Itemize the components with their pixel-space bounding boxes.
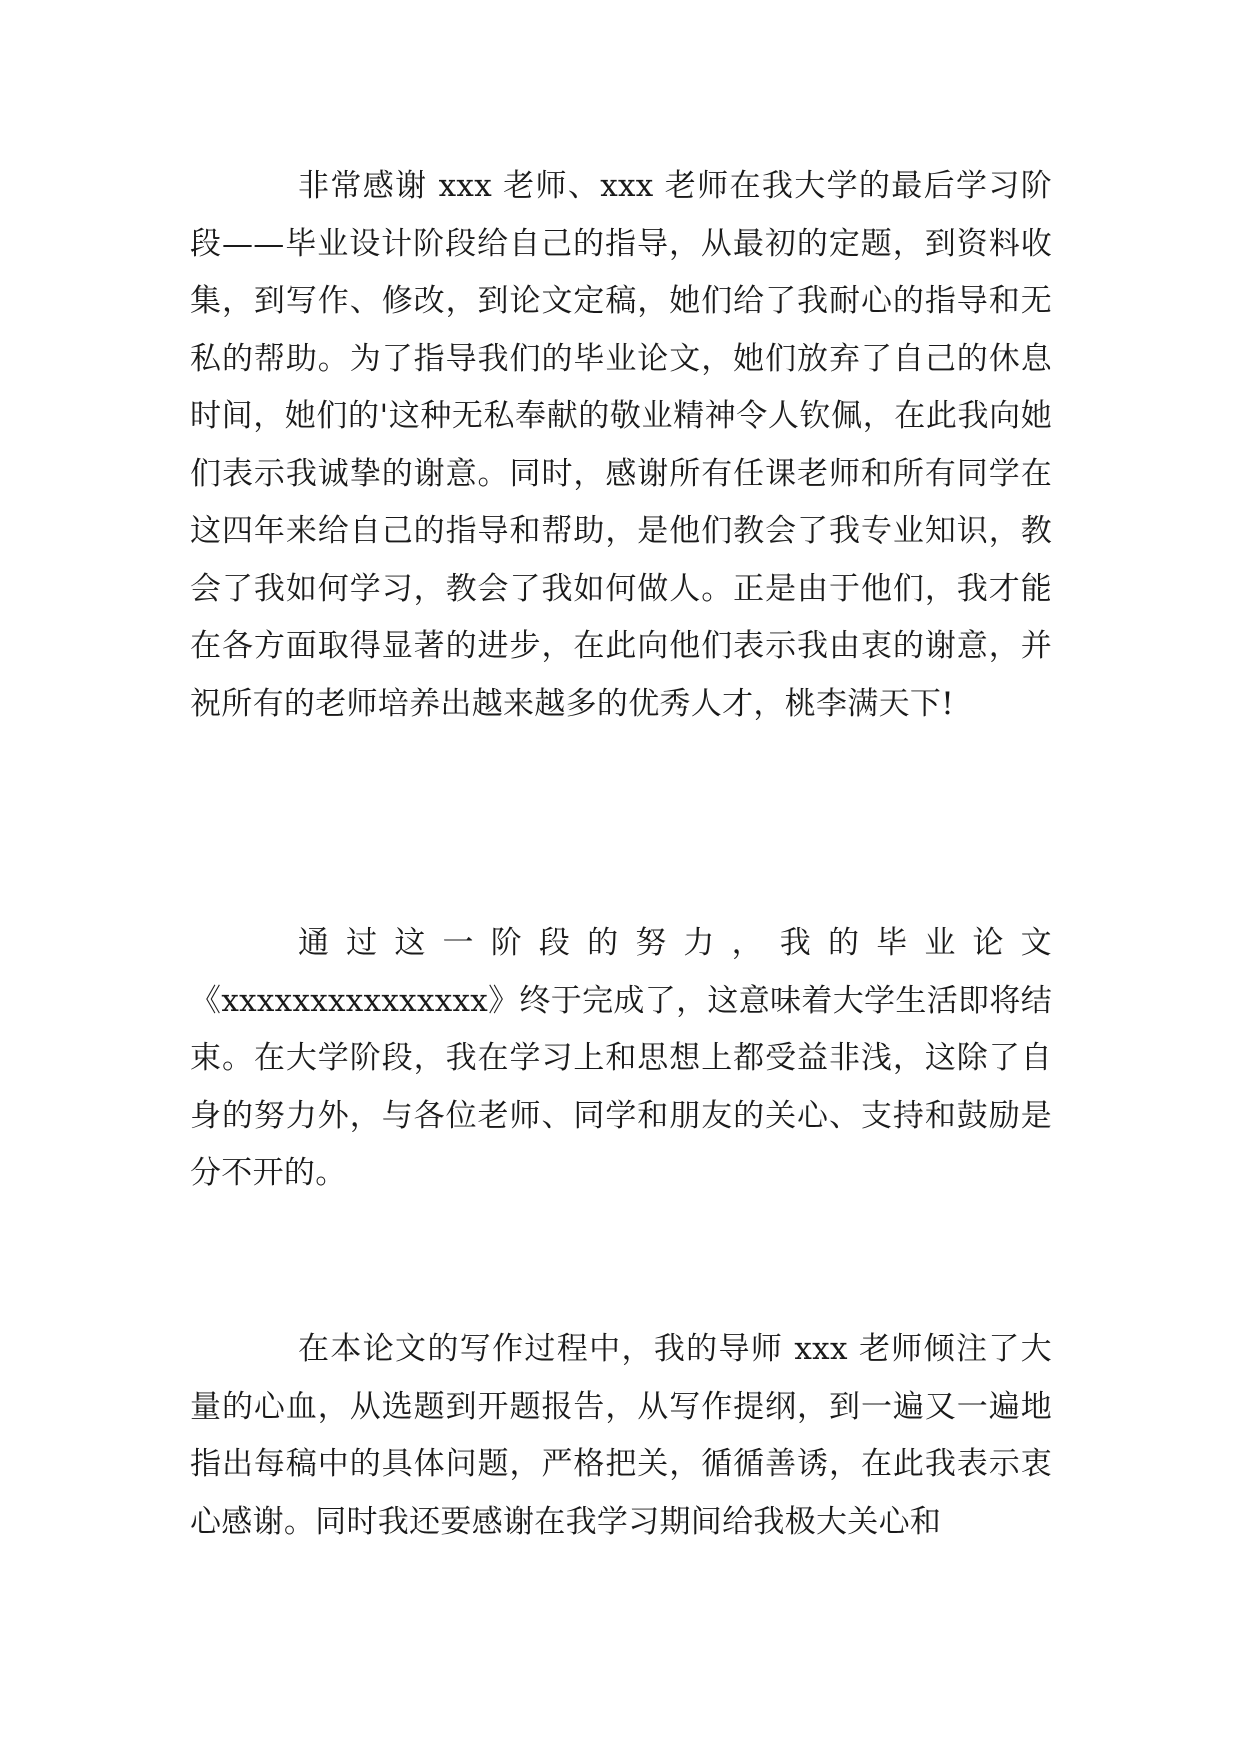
- acknowledgement-paragraph-2: 通过这一阶段的努力，我的毕业论文《xxxxxxxxxxxxxxx》终于完成了，这意味着大学生活即将结束。在大学阶段，我在学习上和思想上都受益非浅，这除了自身的努力外，与各位老师、同学和朋友的关心、支持和鼓励是分不开的。: [190, 925, 1052, 1191]
- acknowledgement-paragraph-1: 非常感谢 xxx 老师、xxx 老师在我大学的最后学习阶段——毕业设计阶段给自己的指导，从最初的定题，到资料收集，到写作、修改，到论文定稿，她们给了我耐心的指导和无私的帮助。为了指导我们的毕业论文，她们放弃了自己的休息时间，她们的'这种无私奉献的敬业精神令人钦佩，在此我向她们表示我诚挚的谢意。同时，感谢所有任课老师和所有同学在这四年来给自己的指导和帮助，是他们教会了我专业知识，教会了我如何学习，教会了我如何做人。正是由于他们，我才能在各方面取得显著的进步，在此向他们表示我由衷的谢意，并祝所有的老师培养出越来越多的优秀人才，桃李满天下!: [190, 168, 1052, 722]
- acknowledgement-paragraph-3: 在本论文的写作过程中，我的导师 xxx 老师倾注了大量的心血，从选题到开题报告，从写作提纲，到一遍又一遍地指出每稿中的具体问题，严格把关，循循善诱，在此我表示衷心感谢。同时我还要感谢在我学习期间给我极大关心和: [190, 1331, 1052, 1540]
